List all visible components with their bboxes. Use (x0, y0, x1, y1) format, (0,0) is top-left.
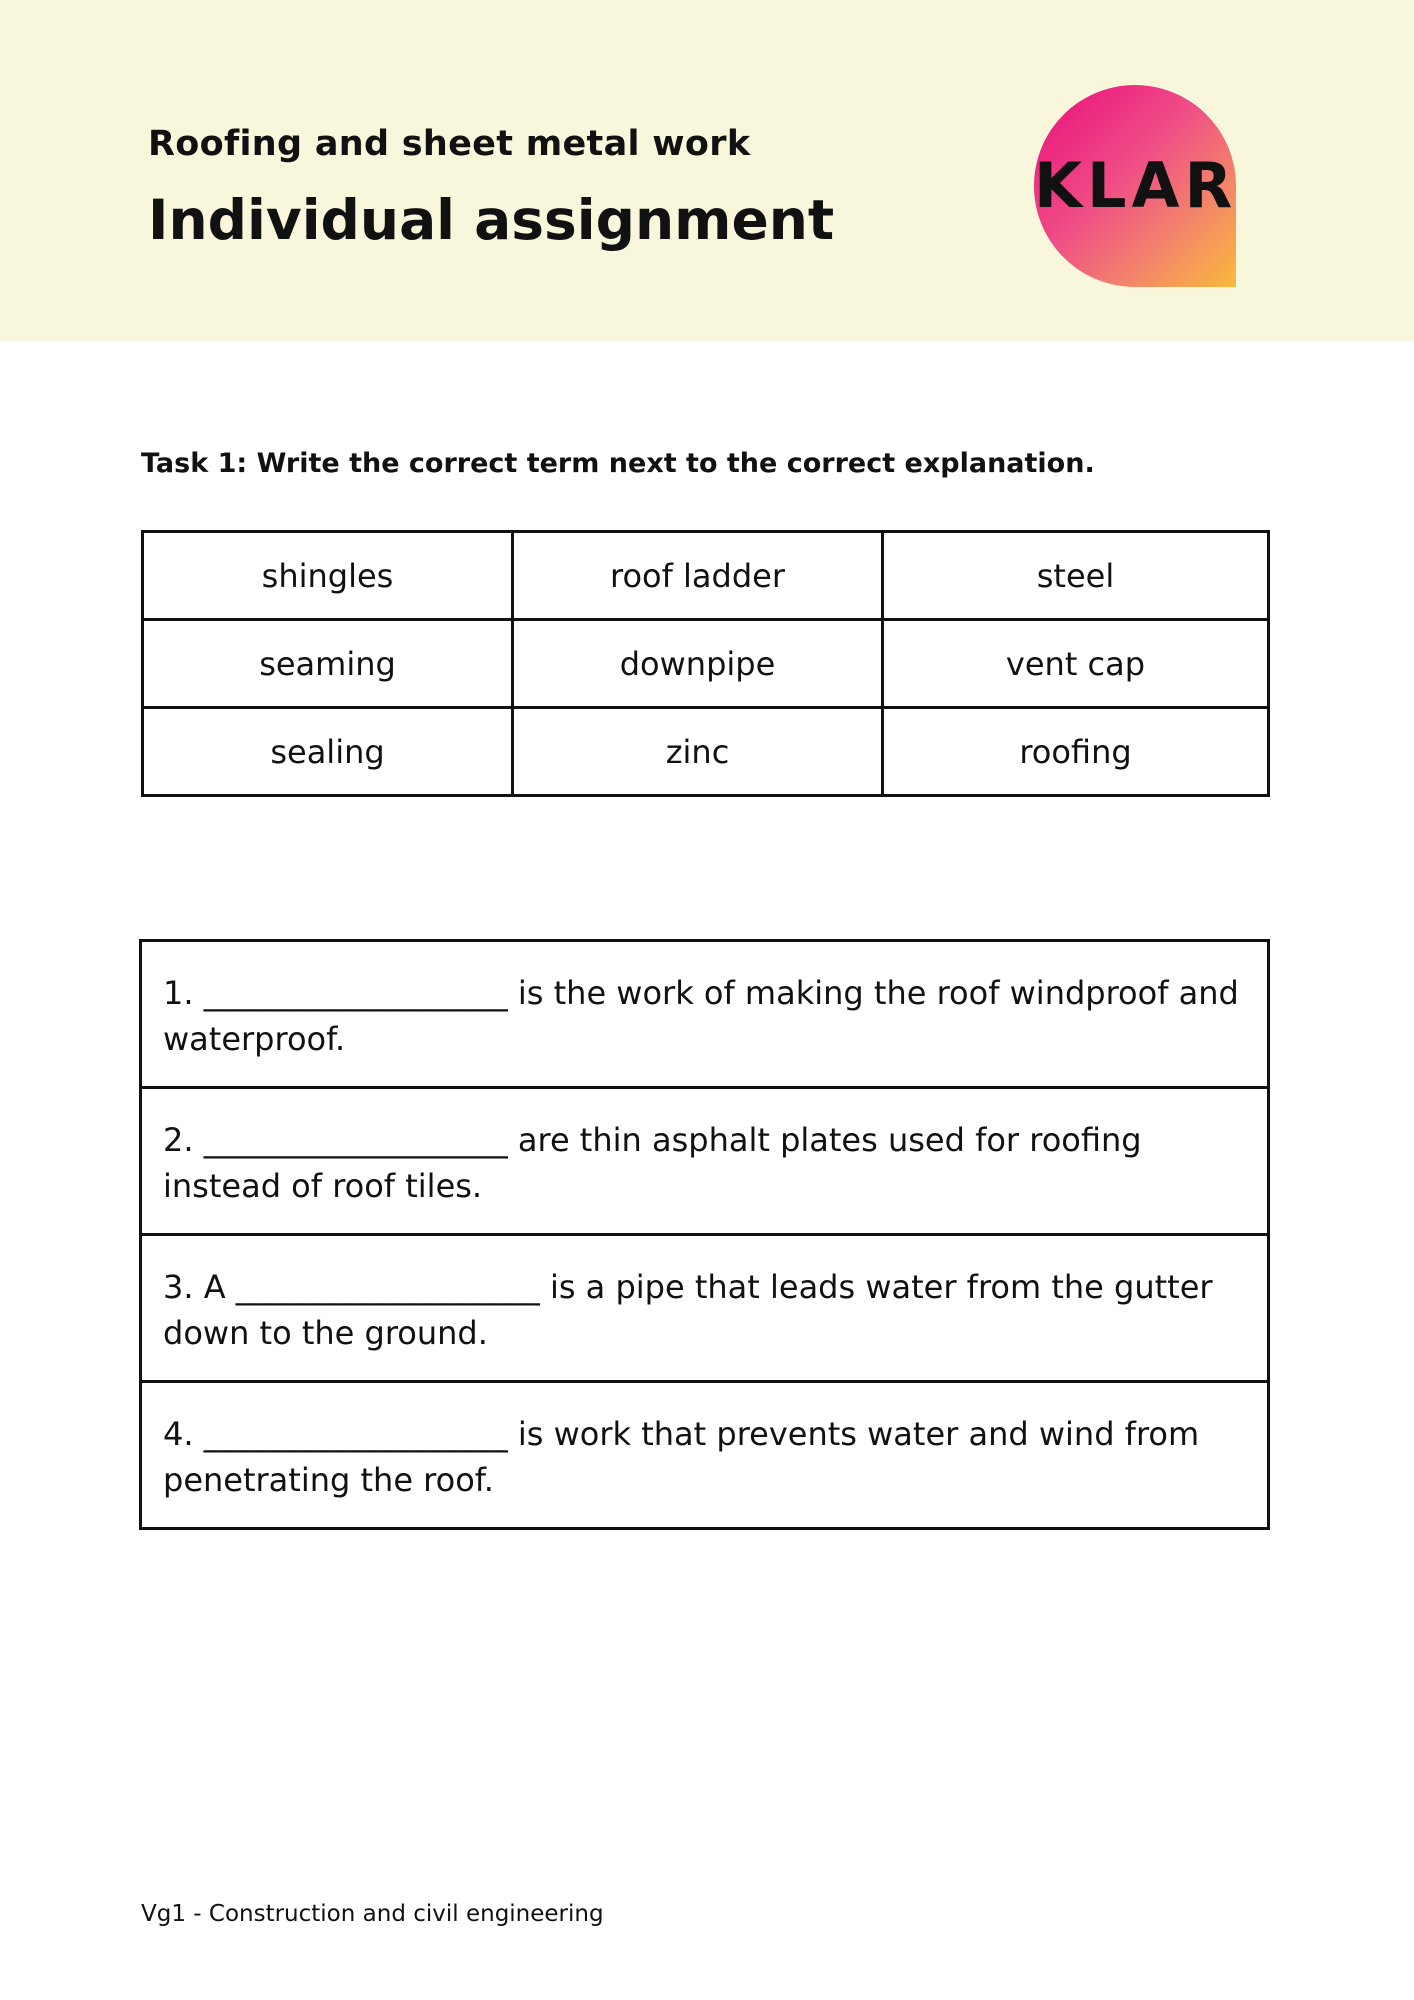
terms-row (143, 708, 1269, 796)
term-cell: sealing (143, 708, 513, 796)
terms-row (143, 620, 1269, 708)
question-row (141, 1235, 1269, 1382)
question-row (141, 1088, 1269, 1235)
task-heading: Task 1: Write the correct term next to the correct explanation. (141, 448, 1095, 479)
terms-row (143, 532, 1269, 620)
term-cell: shingles (143, 532, 513, 620)
logo-text: KLAR (1034, 149, 1238, 222)
term-cell: zinc (513, 708, 883, 796)
question-text: 2. ___________________ are thin asphalt plates used for roofing instead of roof tiles. (141, 1088, 1269, 1235)
question-row (141, 941, 1269, 1088)
question-row (141, 1382, 1269, 1529)
subject-heading: Roofing and sheet metal work (148, 124, 751, 164)
term-cell: seaming (143, 620, 513, 708)
term-cell: roofing (883, 708, 1269, 796)
klar-logo (1034, 85, 1236, 287)
term-cell: steel (883, 532, 1269, 620)
page-title: Individual assignment (148, 188, 835, 252)
term-cell: downpipe (513, 620, 883, 708)
term-cell: roof ladder (513, 532, 883, 620)
page-header (0, 0, 1414, 341)
question-text: 4. ___________________ is work that prevents water and wind from penetrating the roof. (141, 1382, 1269, 1529)
term-cell: vent cap (883, 620, 1269, 708)
question-text: 1. ___________________ is the work of making the roof windproof and waterproof. (141, 941, 1269, 1088)
question-text: 3. A ___________________ is a pipe that leads water from the gutter down to the ground. (141, 1235, 1269, 1382)
questions-table (139, 939, 1270, 1530)
footer-text: Vg1 - Construction and civil engineering (141, 1901, 604, 1927)
terms-table (141, 530, 1270, 797)
